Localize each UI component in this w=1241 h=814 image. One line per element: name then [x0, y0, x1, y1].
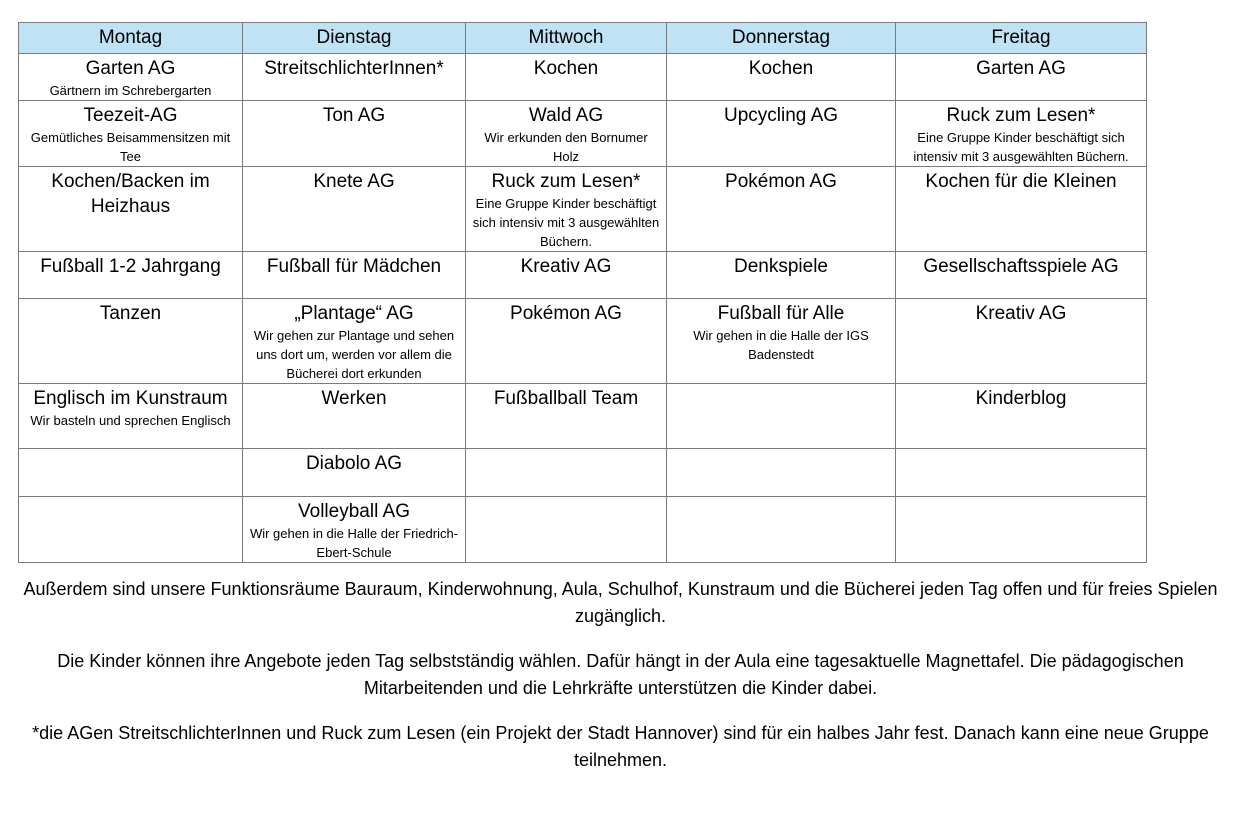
activity-cell — [19, 299, 243, 384]
activity-title: Kochen/Backen im Heizhaus — [51, 171, 210, 217]
activity-cell — [243, 54, 466, 101]
activity-description: Wir erkunden den Bornumer Holz — [484, 130, 648, 164]
table-row — [19, 384, 1147, 449]
notes-section — [0, 576, 1241, 792]
activity-description: Eine Gruppe Kinder beschäftigt sich intensiv mit 3 ausgewählten Büchern. — [913, 130, 1129, 164]
activity-title: Pokémon AG — [725, 171, 837, 192]
activity-cell — [19, 497, 243, 563]
activity-cell — [466, 299, 667, 384]
table-row — [19, 449, 1147, 497]
activity-description: Gemütliches Beisammensitzen mit Tee — [30, 130, 231, 164]
activity-description: Wir gehen in die Halle der Friedrich-Ebert-Schule — [249, 526, 459, 560]
activity-title: Ruck zum Lesen* — [491, 171, 641, 192]
activity-cell — [667, 54, 896, 101]
activity-cell — [466, 167, 667, 252]
day-header-monday: Montag — [19, 23, 243, 54]
activity-cell — [896, 299, 1147, 384]
activity-title: Gesellschaftsspiele AG — [923, 256, 1119, 277]
day-header-wednesday: Mittwoch — [466, 23, 667, 54]
note-open-rooms: Außerdem sind unsere Funktionsräume Bauraum, Kinderwohnung, Aula, Schulhof, Kunstraum und die Bücherei jeden Tag offen und für freies Spielen zugänglich. — [23, 579, 1218, 626]
activity-title: Wald AG — [528, 105, 604, 126]
activity-title: Ton AG — [322, 105, 386, 126]
activity-cell — [896, 384, 1147, 449]
activity-cell — [243, 384, 466, 449]
activity-title: Garten AG — [976, 58, 1066, 79]
activity-cell — [896, 252, 1147, 299]
activity-cell — [896, 449, 1147, 497]
table-row — [19, 54, 1147, 101]
activity-title: Volleyball AG — [298, 501, 410, 522]
activity-title: Fußball für Mädchen — [266, 256, 442, 277]
activity-cell — [667, 497, 896, 563]
activity-cell — [19, 54, 243, 101]
activity-cell — [896, 167, 1147, 252]
activity-cell — [243, 252, 466, 299]
activity-title: Englisch im Kunstraum — [33, 388, 228, 409]
activity-title: Kreativ AG — [975, 303, 1067, 324]
day-header-tuesday: Dienstag — [243, 23, 466, 54]
activity-title: Fußball 1-2 Jahrgang — [40, 256, 221, 277]
activity-cell — [19, 101, 243, 167]
activity-cell — [19, 252, 243, 299]
activity-cell — [667, 167, 896, 252]
activity-description: Wir gehen zur Plantage und sehen uns dort um, werden vor allem die Bücherei dort erkunden — [253, 328, 455, 381]
activity-cell — [667, 101, 896, 167]
activity-title: Ruck zum Lesen* — [946, 105, 1096, 126]
activity-cell — [19, 449, 243, 497]
table-row — [19, 252, 1147, 299]
activity-title: Fußball für Alle — [717, 303, 845, 324]
note-free-choice: Die Kinder können ihre Angebote jeden Tag selbstständig wählen. Dafür hängt in der Aula eine tagesaktuelle Magnettafel. Die pädagogischen Mitarbeitenden und die Lehrkräfte unterstützen die Kinder dabei. — [57, 651, 1184, 698]
activity-title: Werken — [321, 388, 387, 409]
activity-title: Diabolo AG — [305, 453, 403, 474]
activity-cell — [667, 252, 896, 299]
activity-title: Kochen — [748, 58, 814, 79]
activity-cell — [466, 252, 667, 299]
activity-title: Kochen für die Kleinen — [925, 171, 1117, 192]
activity-title: Garten AG — [85, 58, 176, 79]
activity-cell — [667, 299, 896, 384]
activity-title: Fußballball Team — [493, 388, 639, 409]
activity-title: „Plantage“ AG — [294, 303, 414, 324]
activity-title: Pokémon AG — [510, 303, 622, 324]
activity-cell — [19, 167, 243, 252]
day-header-thursday: Donnerstag — [667, 23, 896, 54]
activity-title: Kreativ AG — [520, 256, 612, 277]
activity-cell — [243, 101, 466, 167]
activity-cell — [243, 299, 466, 384]
activity-title: Kinderblog — [975, 388, 1067, 409]
activity-cell — [667, 449, 896, 497]
activity-cell — [243, 167, 466, 252]
activity-description: Wir basteln und sprechen Englisch — [30, 413, 231, 428]
activity-cell — [896, 101, 1147, 167]
activity-cell — [466, 54, 667, 101]
activity-title: Denkspiele — [734, 256, 828, 277]
activity-title: StreitschlichterInnen* — [264, 58, 444, 79]
activity-cell — [466, 497, 667, 563]
activity-cell — [667, 384, 896, 449]
day-header-friday: Freitag — [896, 23, 1147, 54]
activity-description: Wir gehen in die Halle der IGS Badenstedt — [693, 328, 869, 362]
table-row — [19, 497, 1147, 563]
activity-cell — [466, 384, 667, 449]
activity-cell — [466, 101, 667, 167]
table-row — [19, 299, 1147, 384]
activity-title: Kochen — [533, 58, 599, 79]
activity-cell — [243, 449, 466, 497]
activity-cell — [896, 54, 1147, 101]
activity-cell — [466, 449, 667, 497]
activity-cell — [896, 497, 1147, 563]
activity-description: Gärtnern im Schrebergarten — [49, 83, 212, 98]
weekly-activity-table — [18, 22, 1147, 563]
activity-cell — [19, 384, 243, 449]
activity-title: Knete AG — [313, 171, 395, 192]
activity-cell — [243, 497, 466, 563]
table-header-row — [19, 23, 1147, 54]
table-row — [19, 167, 1147, 252]
activity-title: Teezeit-AG — [83, 105, 178, 126]
table-row — [19, 101, 1147, 167]
note-fixed-groups: *die AGen StreitschlichterInnen und Ruck zum Lesen (ein Projekt der Stadt Hannover) sind für ein halbes Jahr fest. Danach kann eine neue Gruppe teilnehmen. — [32, 723, 1209, 770]
activity-title: Tanzen — [99, 303, 162, 324]
activity-description: Eine Gruppe Kinder beschäftigt sich intensiv mit 3 ausgewählten Büchern. — [472, 196, 660, 249]
activity-title: Upcycling AG — [723, 105, 839, 126]
